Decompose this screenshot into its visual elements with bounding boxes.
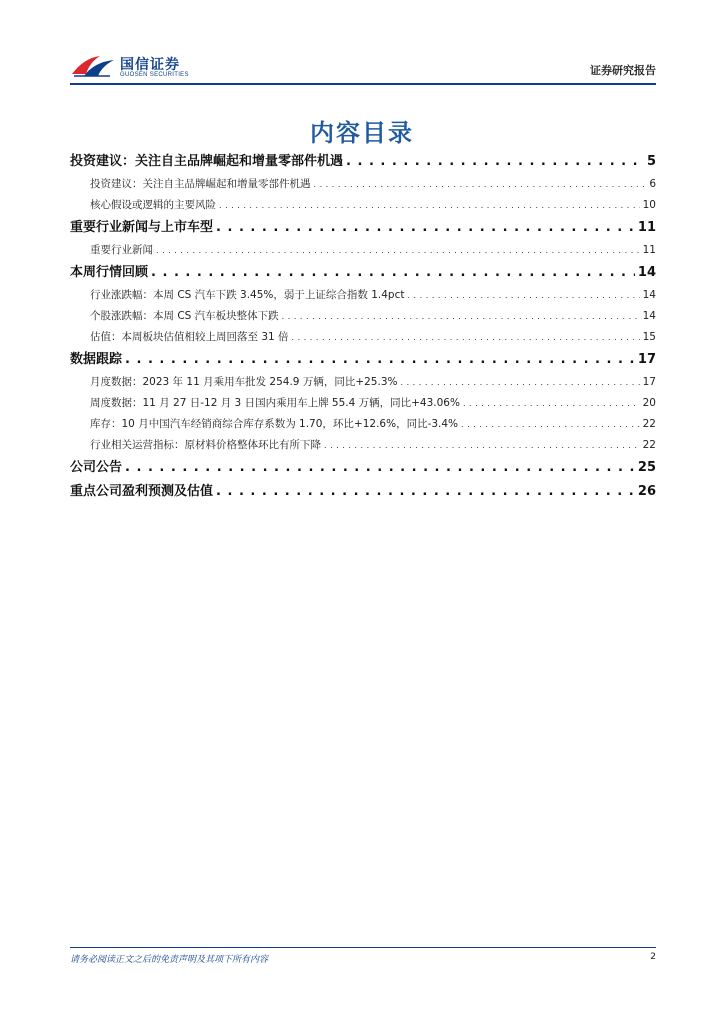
toc-dot-leader xyxy=(219,195,640,216)
toc-entry-label: 重点公司盈利预测及估值 xyxy=(70,484,214,499)
toc-section-entry[interactable] xyxy=(70,348,656,372)
toc-entry-label: 本周行情回顾 xyxy=(70,265,149,280)
footer-disclaimer: 请务必阅读正文之后的免责声明及其项下所有内容 xyxy=(70,955,269,965)
toc-entry-label: 个股涨跌幅：本周 CS 汽车板块整体下跌 xyxy=(90,310,279,322)
toc-entry-label: 库存：10 月中国汽车经销商综合库存系数为 1.70，环比+12.6%，同比-3.4% xyxy=(90,418,459,430)
table-of-contents xyxy=(70,150,656,504)
toc-title: 内容目录 xyxy=(310,119,414,147)
toc-entry-label: 核心假设或逻辑的主要风险 xyxy=(90,199,216,211)
toc-dot-leader xyxy=(125,456,635,480)
toc-dot-leader xyxy=(314,174,647,195)
toc-entry-page: 10 xyxy=(642,199,656,211)
toc-section-entry[interactable] xyxy=(70,456,656,480)
toc-dot-leader xyxy=(407,285,639,306)
toc-entry-page: 22 xyxy=(642,418,656,430)
toc-entry-page: 20 xyxy=(642,397,656,409)
toc-dot-leader xyxy=(151,261,635,285)
toc-section-entry[interactable] xyxy=(70,480,656,504)
toc-entry-page: 17 xyxy=(637,352,656,367)
toc-entry-page: 26 xyxy=(637,484,656,499)
toc-dot-leader xyxy=(156,240,640,261)
toc-subsection-entry[interactable] xyxy=(70,372,656,393)
toc-section-entry[interactable] xyxy=(70,261,656,285)
toc-subsection-entry[interactable] xyxy=(70,327,656,348)
brand-subtitle: GUOSEN SECURITIES xyxy=(120,72,189,78)
toc-subsection-entry[interactable] xyxy=(70,285,656,306)
toc-entry-page: 15 xyxy=(642,331,656,343)
toc-dot-leader xyxy=(125,348,635,372)
toc-subsection-entry[interactable] xyxy=(70,174,656,195)
toc-entry-page: 14 xyxy=(642,310,656,322)
toc-subsection-entry[interactable] xyxy=(70,435,656,456)
toc-dot-leader xyxy=(461,414,640,435)
toc-entry-label: 行业相关运营指标：原材料价格整体环比有所下降 xyxy=(90,439,321,451)
toc-entry-label: 估值：本周板块估值相较上周回落至 31 倍 xyxy=(90,331,289,343)
toc-entry-page: 14 xyxy=(642,289,656,301)
report-type-label: 证券研究报告 xyxy=(590,64,656,77)
toc-dot-leader xyxy=(216,480,635,504)
toc-entry-label: 数据跟踪 xyxy=(70,352,123,367)
page-header xyxy=(70,48,656,84)
toc-entry-page: 25 xyxy=(637,460,656,475)
brand-name: 国信证券 xyxy=(120,57,180,73)
toc-entry-page: 5 xyxy=(646,154,656,169)
toc-entry-page: 6 xyxy=(649,178,656,190)
toc-dot-leader xyxy=(292,327,640,348)
toc-dot-leader xyxy=(324,435,640,456)
toc-subsection-entry[interactable] xyxy=(70,195,656,216)
toc-dot-leader xyxy=(346,150,644,174)
toc-entry-label: 重要行业新闻 xyxy=(90,244,153,256)
toc-subsection-entry[interactable] xyxy=(70,393,656,414)
header-divider xyxy=(70,83,656,85)
toc-dot-leader xyxy=(400,372,639,393)
footer-divider xyxy=(70,947,656,948)
toc-entry-label: 重要行业新闻与上市车型 xyxy=(70,220,214,235)
toc-section-entry[interactable] xyxy=(70,216,656,240)
toc-entry-page: 17 xyxy=(642,376,656,388)
toc-subsection-entry[interactable] xyxy=(70,306,656,327)
toc-entry-label: 行业涨跌幅：本周 CS 汽车下跌 3.45%，弱于上证综合指数 1.4pct xyxy=(90,289,405,301)
toc-entry-label: 投资建议：关注自主品牌崛起和增量零部件机遇 xyxy=(90,178,311,190)
toc-entry-page: 11 xyxy=(642,244,656,256)
toc-entry-page: 11 xyxy=(637,220,656,235)
toc-entry-label: 月度数据：2023 年 11 月乘用车批发 254.9 万辆，同比+25.3% xyxy=(90,376,398,388)
toc-section-entry[interactable] xyxy=(70,150,656,174)
toc-entry-page: 14 xyxy=(637,265,656,280)
toc-entry-page: 22 xyxy=(642,439,656,451)
toc-entry-label: 周度数据：11 月 27 日-12 月 3 日国内乘用车上牌 55.4 万辆，同比+43.06% xyxy=(90,397,460,409)
toc-subsection-entry[interactable] xyxy=(70,414,656,435)
toc-dot-leader xyxy=(463,393,640,414)
toc-dot-leader xyxy=(216,216,635,240)
page-number: 2 xyxy=(650,952,656,962)
toc-dot-leader xyxy=(282,306,640,327)
toc-entry-label: 公司公告 xyxy=(70,460,123,475)
toc-entry-label: 投资建议：关注自主品牌崛起和增量零部件机遇 xyxy=(70,154,344,169)
guosen-logo-icon xyxy=(70,52,116,80)
toc-subsection-entry[interactable] xyxy=(70,240,656,261)
